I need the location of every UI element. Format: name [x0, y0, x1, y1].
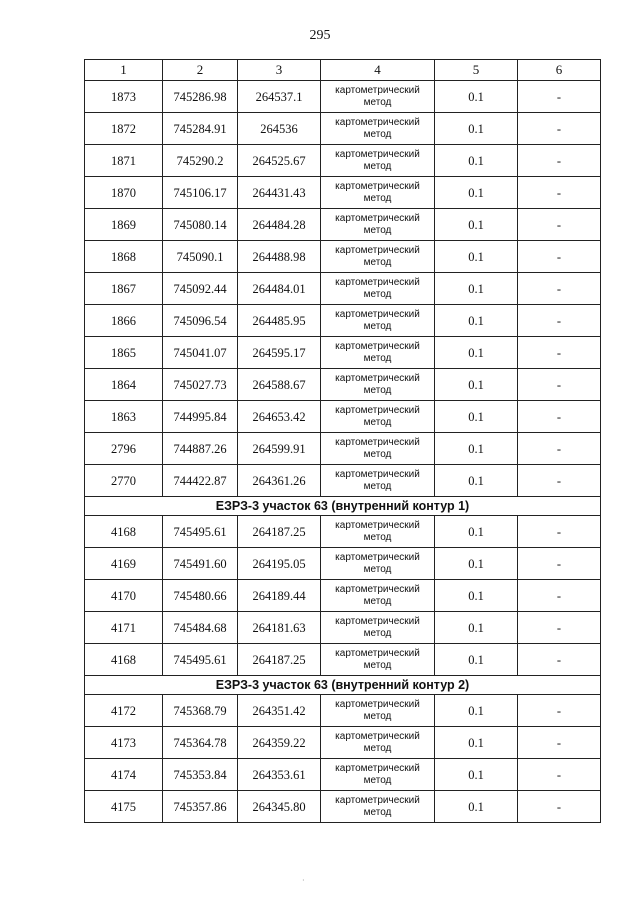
y-coordinate-cell: 264195.05 — [238, 548, 321, 580]
y-coordinate-cell: 264599.91 — [238, 433, 321, 465]
y-coordinate-cell: 264488.98 — [238, 241, 321, 273]
note-cell: - — [518, 465, 601, 497]
method-cell: картометрический метод — [321, 580, 435, 612]
point-number-cell: 1871 — [85, 145, 163, 177]
table-row — [85, 695, 601, 727]
method-cell: картометрический метод — [321, 369, 435, 401]
method-cell: картометрический метод — [321, 791, 435, 823]
note-cell: - — [518, 241, 601, 273]
column-header: 5 — [435, 60, 518, 81]
method-cell: картометрический метод — [321, 401, 435, 433]
accuracy-cell: 0.1 — [435, 209, 518, 241]
table-row — [85, 145, 601, 177]
y-coordinate-cell: 264431.43 — [238, 177, 321, 209]
y-coordinate-cell: 264187.25 — [238, 644, 321, 676]
table-row — [85, 305, 601, 337]
table-header-row — [85, 60, 601, 81]
method-cell: картометрический метод — [321, 433, 435, 465]
point-number-cell: 4169 — [85, 548, 163, 580]
y-coordinate-cell: 264345.80 — [238, 791, 321, 823]
accuracy-cell: 0.1 — [435, 580, 518, 612]
column-header: 2 — [163, 60, 238, 81]
note-cell: - — [518, 305, 601, 337]
method-cell: картометрический метод — [321, 305, 435, 337]
x-coordinate-cell: 745027.73 — [163, 369, 238, 401]
point-number-cell: 4175 — [85, 791, 163, 823]
x-coordinate-cell: 745092.44 — [163, 273, 238, 305]
point-number-cell: 4172 — [85, 695, 163, 727]
accuracy-cell: 0.1 — [435, 695, 518, 727]
accuracy-cell: 0.1 — [435, 81, 518, 113]
method-cell: картометрический метод — [321, 145, 435, 177]
column-header: 1 — [85, 60, 163, 81]
point-number-cell: 1869 — [85, 209, 163, 241]
note-cell: - — [518, 113, 601, 145]
accuracy-cell: 0.1 — [435, 644, 518, 676]
y-coordinate-cell: 264484.28 — [238, 209, 321, 241]
accuracy-cell: 0.1 — [435, 273, 518, 305]
page-number: 295 — [309, 28, 331, 43]
note-cell: - — [518, 369, 601, 401]
x-coordinate-cell: 745090.1 — [163, 241, 238, 273]
point-number-cell: 2796 — [85, 433, 163, 465]
x-coordinate-cell: 745290.2 — [163, 145, 238, 177]
method-cell: картометрический метод — [321, 695, 435, 727]
accuracy-cell: 0.1 — [435, 433, 518, 465]
point-number-cell: 4173 — [85, 727, 163, 759]
table-row — [85, 401, 601, 433]
accuracy-cell: 0.1 — [435, 516, 518, 548]
point-number-cell: 1868 — [85, 241, 163, 273]
y-coordinate-cell: 264537.1 — [238, 81, 321, 113]
note-cell: - — [518, 433, 601, 465]
method-cell: картометрический метод — [321, 727, 435, 759]
method-cell: картометрический метод — [321, 273, 435, 305]
table-row — [85, 273, 601, 305]
note-cell: - — [518, 727, 601, 759]
y-coordinate-cell: 264595.17 — [238, 337, 321, 369]
note-cell: - — [518, 644, 601, 676]
accuracy-cell: 0.1 — [435, 337, 518, 369]
table-row — [85, 177, 601, 209]
method-cell: картометрический метод — [321, 81, 435, 113]
section-header-row — [85, 497, 601, 516]
y-coordinate-cell: 264187.25 — [238, 516, 321, 548]
table-row — [85, 580, 601, 612]
x-coordinate-cell: 745284.91 — [163, 113, 238, 145]
point-number-cell: 1864 — [85, 369, 163, 401]
method-cell: картометрический метод — [321, 241, 435, 273]
note-cell: - — [518, 695, 601, 727]
point-number-cell: 1867 — [85, 273, 163, 305]
accuracy-cell: 0.1 — [435, 369, 518, 401]
accuracy-cell: 0.1 — [435, 727, 518, 759]
x-coordinate-cell: 745353.84 — [163, 759, 238, 791]
y-coordinate-cell: 264588.67 — [238, 369, 321, 401]
note-cell: - — [518, 337, 601, 369]
table-row — [85, 433, 601, 465]
point-number-cell: 4174 — [85, 759, 163, 791]
x-coordinate-cell: 745364.78 — [163, 727, 238, 759]
point-number-cell: 1873 — [85, 81, 163, 113]
x-coordinate-cell: 745041.07 — [163, 337, 238, 369]
accuracy-cell: 0.1 — [435, 548, 518, 580]
method-cell: картометрический метод — [321, 177, 435, 209]
note-cell: - — [518, 177, 601, 209]
table-row — [85, 337, 601, 369]
x-coordinate-cell: 745368.79 — [163, 695, 238, 727]
method-cell: картометрический метод — [321, 337, 435, 369]
accuracy-cell: 0.1 — [435, 305, 518, 337]
note-cell: - — [518, 580, 601, 612]
x-coordinate-cell: 744995.84 — [163, 401, 238, 433]
y-coordinate-cell: 264181.63 — [238, 612, 321, 644]
y-coordinate-cell: 264484.01 — [238, 273, 321, 305]
section-header-row — [85, 676, 601, 695]
note-cell: - — [518, 516, 601, 548]
point-number-cell: 1865 — [85, 337, 163, 369]
point-number-cell: 1872 — [85, 113, 163, 145]
table-row — [85, 516, 601, 548]
y-coordinate-cell: 264653.42 — [238, 401, 321, 433]
y-coordinate-cell: 264536 — [238, 113, 321, 145]
table-row — [85, 727, 601, 759]
x-coordinate-cell: 745286.98 — [163, 81, 238, 113]
table-row — [85, 113, 601, 145]
section-title: ЕЗРЗ-3 участок 63 (внутренний контур 2) — [85, 676, 601, 695]
note-cell: - — [518, 548, 601, 580]
table-row — [85, 241, 601, 273]
method-cell: картометрический метод — [321, 759, 435, 791]
y-coordinate-cell: 264353.61 — [238, 759, 321, 791]
table-body — [85, 60, 601, 823]
table-row — [85, 209, 601, 241]
x-coordinate-cell: 745480.66 — [163, 580, 238, 612]
y-coordinate-cell: 264351.42 — [238, 695, 321, 727]
accuracy-cell: 0.1 — [435, 401, 518, 433]
table-row — [85, 791, 601, 823]
x-coordinate-cell: 745106.17 — [163, 177, 238, 209]
x-coordinate-cell: 744887.26 — [163, 433, 238, 465]
column-header: 3 — [238, 60, 321, 81]
method-cell: картометрический метод — [321, 516, 435, 548]
column-header: 6 — [518, 60, 601, 81]
point-number-cell: 1870 — [85, 177, 163, 209]
table-row — [85, 465, 601, 497]
accuracy-cell: 0.1 — [435, 465, 518, 497]
note-cell: - — [518, 401, 601, 433]
note-cell: - — [518, 273, 601, 305]
note-cell: - — [518, 791, 601, 823]
x-coordinate-cell: 745080.14 — [163, 209, 238, 241]
note-cell: - — [518, 612, 601, 644]
method-cell: картометрический метод — [321, 612, 435, 644]
x-coordinate-cell: 745491.60 — [163, 548, 238, 580]
method-cell: картометрический метод — [321, 465, 435, 497]
x-coordinate-cell: 745495.61 — [163, 516, 238, 548]
note-cell: - — [518, 759, 601, 791]
table-row — [85, 612, 601, 644]
x-coordinate-cell: 745495.61 — [163, 644, 238, 676]
x-coordinate-cell: 745096.54 — [163, 305, 238, 337]
table-row — [85, 369, 601, 401]
accuracy-cell: 0.1 — [435, 145, 518, 177]
y-coordinate-cell: 264359.22 — [238, 727, 321, 759]
table-row — [85, 759, 601, 791]
accuracy-cell: 0.1 — [435, 113, 518, 145]
accuracy-cell: 0.1 — [435, 177, 518, 209]
accuracy-cell: 0.1 — [435, 241, 518, 273]
coordinates-table — [84, 59, 601, 823]
point-number-cell: 1866 — [85, 305, 163, 337]
scan-dot: · — [302, 876, 305, 885]
note-cell: - — [518, 209, 601, 241]
column-header: 4 — [321, 60, 435, 81]
method-cell: картометрический метод — [321, 113, 435, 145]
point-number-cell: 4171 — [85, 612, 163, 644]
y-coordinate-cell: 264485.95 — [238, 305, 321, 337]
method-cell: картометрический метод — [321, 548, 435, 580]
point-number-cell: 1863 — [85, 401, 163, 433]
table-row — [85, 81, 601, 113]
table-row — [85, 644, 601, 676]
y-coordinate-cell: 264525.67 — [238, 145, 321, 177]
accuracy-cell: 0.1 — [435, 759, 518, 791]
accuracy-cell: 0.1 — [435, 612, 518, 644]
point-number-cell: 4168 — [85, 516, 163, 548]
method-cell: картометрический метод — [321, 644, 435, 676]
y-coordinate-cell: 264189.44 — [238, 580, 321, 612]
note-cell: - — [518, 81, 601, 113]
point-number-cell: 4168 — [85, 644, 163, 676]
section-title: ЕЗРЗ-3 участок 63 (внутренний контур 1) — [85, 497, 601, 516]
y-coordinate-cell: 264361.26 — [238, 465, 321, 497]
accuracy-cell: 0.1 — [435, 791, 518, 823]
point-number-cell: 2770 — [85, 465, 163, 497]
x-coordinate-cell: 744422.87 — [163, 465, 238, 497]
x-coordinate-cell: 745484.68 — [163, 612, 238, 644]
point-number-cell: 4170 — [85, 580, 163, 612]
table-row — [85, 548, 601, 580]
x-coordinate-cell: 745357.86 — [163, 791, 238, 823]
method-cell: картометрический метод — [321, 209, 435, 241]
note-cell: - — [518, 145, 601, 177]
